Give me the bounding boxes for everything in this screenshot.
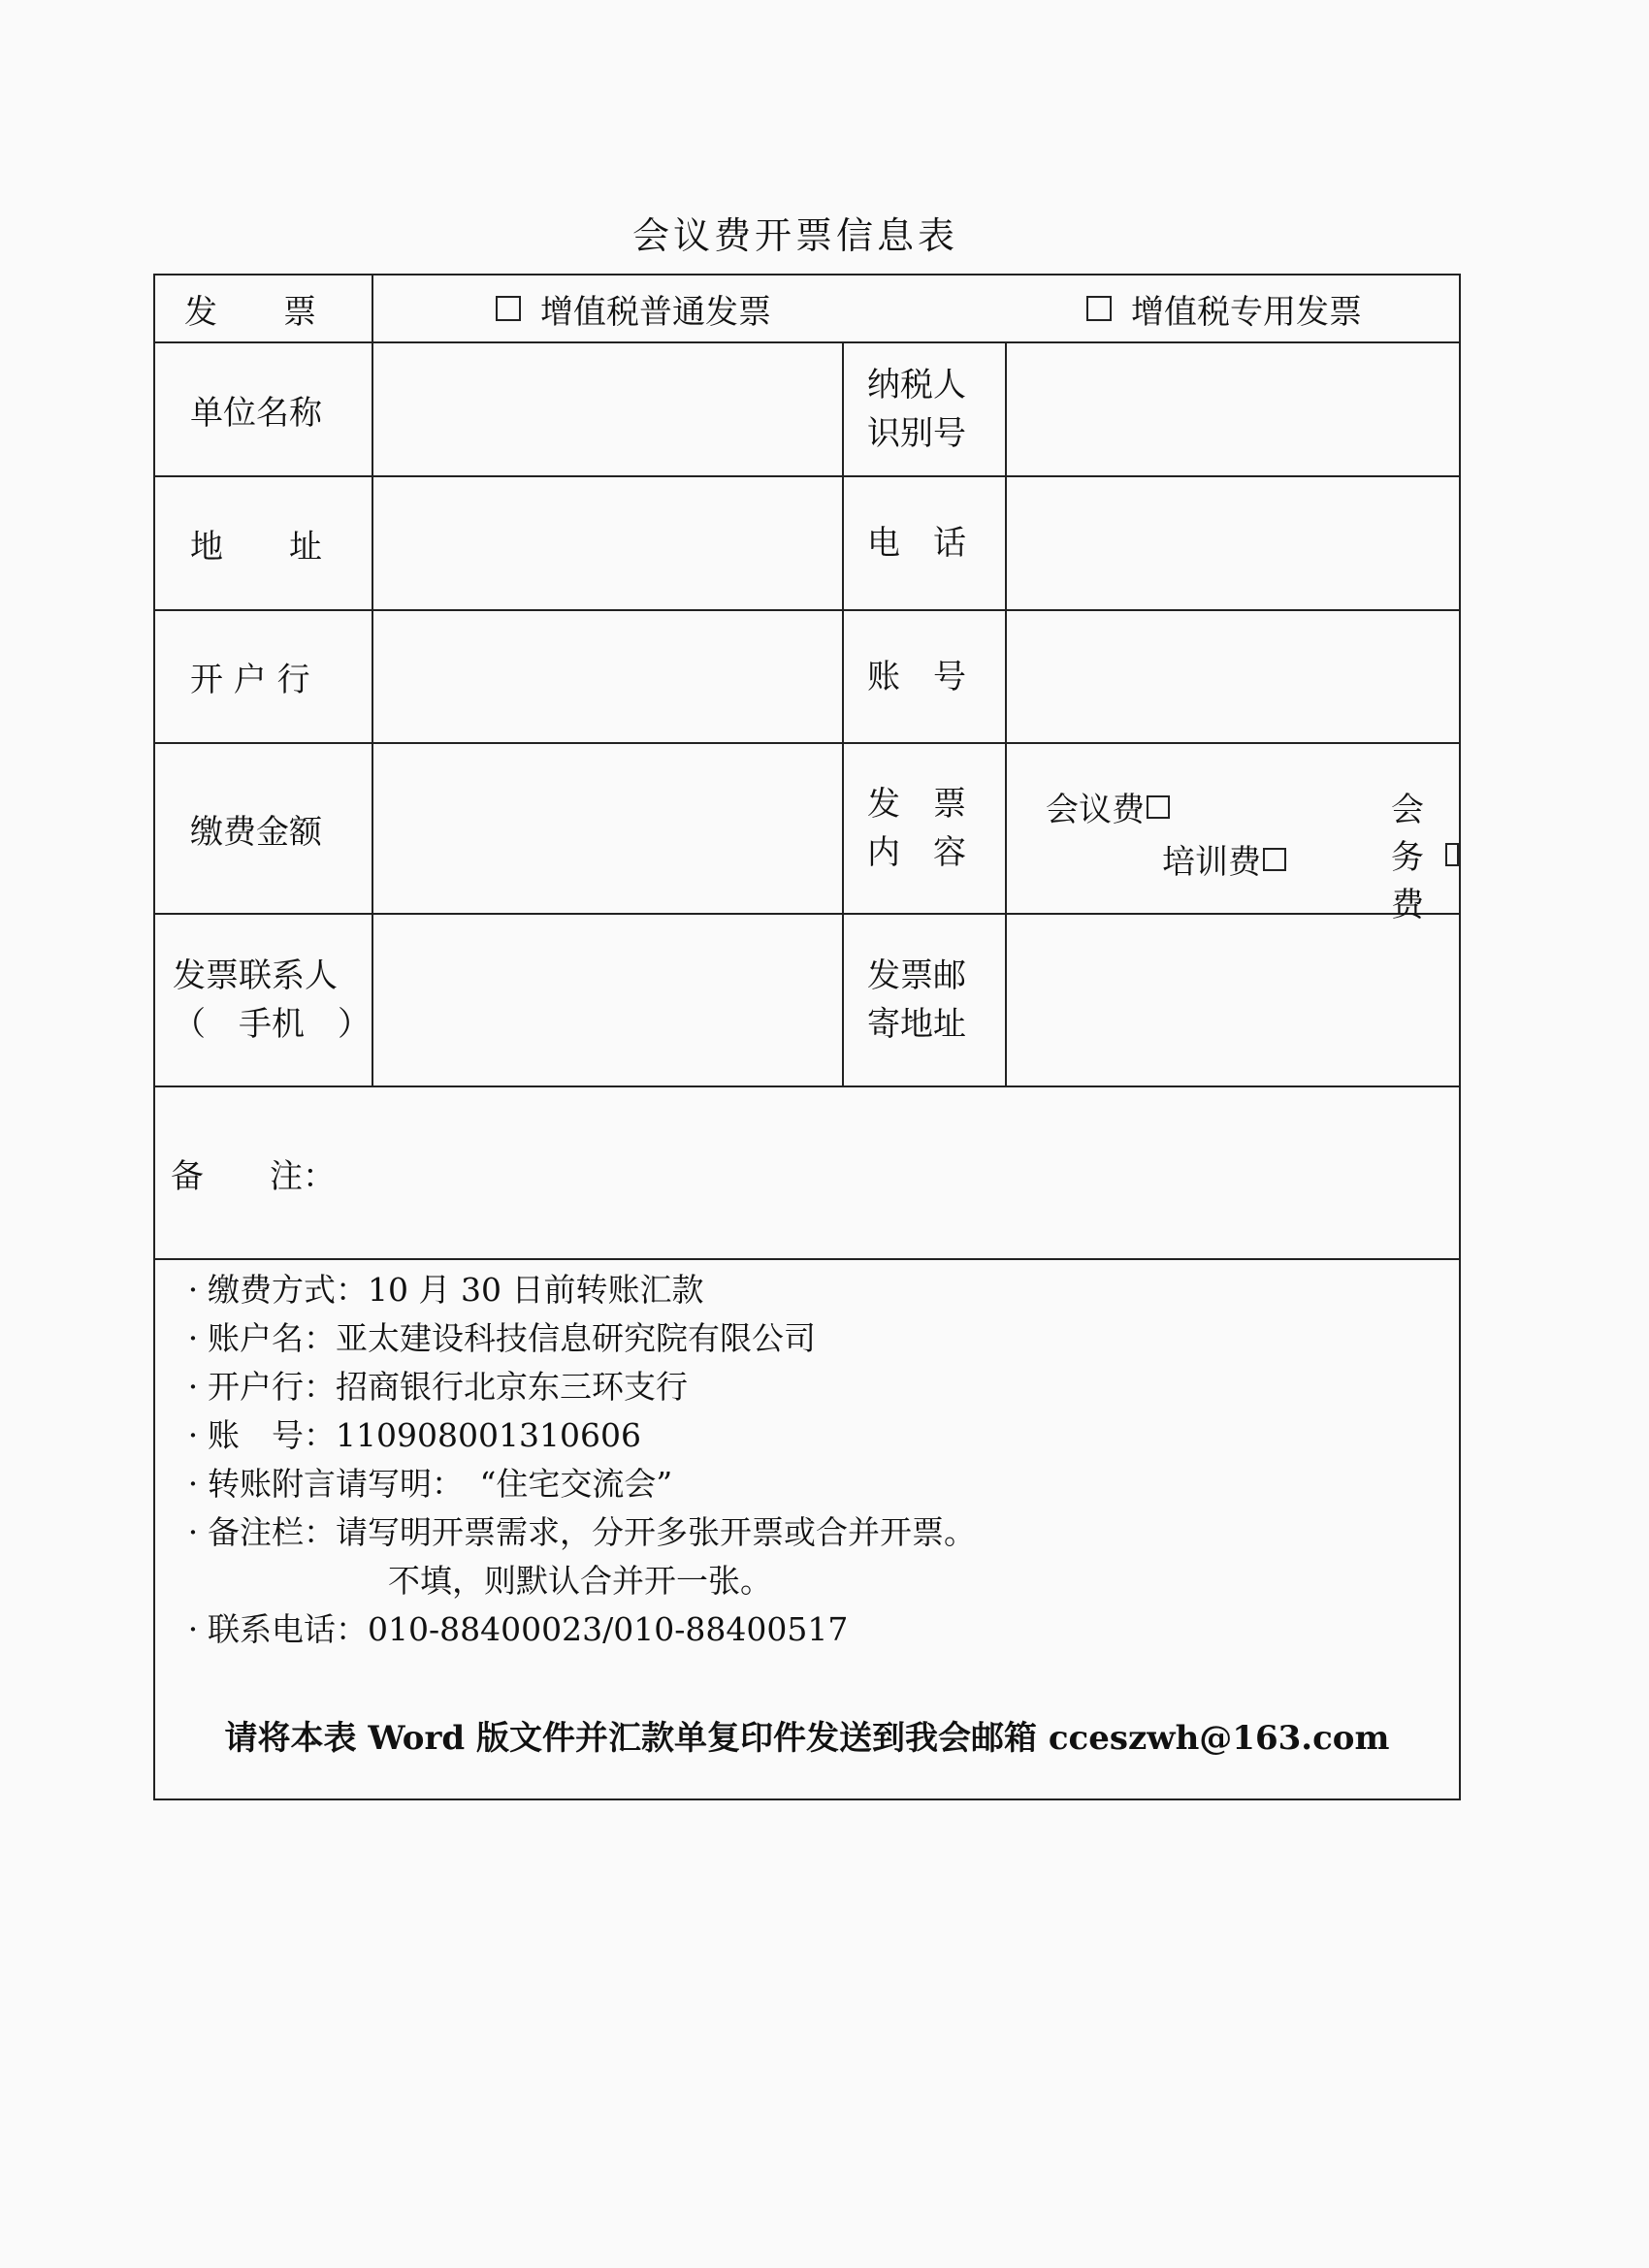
training-fee-option[interactable]: [1162, 835, 1286, 883]
contact-label-line2: （ 手机 ）: [173, 1005, 371, 1044]
taxpayer-id-label-line2: 识别号: [867, 414, 966, 453]
contact-label-line1: 发票联系人: [173, 956, 338, 995]
mail-address-field[interactable]: [1006, 914, 1460, 1086]
payment-info-lines: [178, 1266, 976, 1654]
meeting-fee-checkbox[interactable]: [1147, 795, 1170, 819]
special-invoice-option[interactable]: [1086, 285, 1362, 333]
special-invoice-checkbox[interactable]: [1086, 296, 1112, 321]
taxpayer-id-field[interactable]: [1006, 342, 1460, 476]
mail-address-label: [843, 914, 1006, 1086]
address-label: 地 址: [154, 476, 372, 610]
contact-field[interactable]: [372, 914, 843, 1086]
phone-label: 电 话: [843, 476, 1006, 610]
account-label: 账 号: [843, 610, 1006, 743]
general-invoice-option[interactable]: [496, 285, 771, 333]
taxpayer-id-label: [843, 342, 1006, 476]
training-fee-checkbox[interactable]: [1263, 848, 1286, 871]
account-name-line: · 账户名：亚太建设科技信息研究院有限公司: [187, 1319, 816, 1357]
unit-name-field[interactable]: [372, 342, 843, 476]
remark-instruction-line: · 备注栏：请写明开票需求，分开多张开票或合并开票。: [187, 1513, 976, 1551]
mail-address-label-line2: 寄地址: [867, 1005, 966, 1044]
invoice-content-label: [843, 743, 1006, 914]
amount-label: 缴费金额: [154, 743, 372, 914]
phone-field[interactable]: [1006, 476, 1460, 610]
affairs-fee-label: 会务费: [1391, 791, 1424, 924]
unit-name-label: 单位名称: [154, 342, 372, 476]
invoice-type-options: [372, 275, 1460, 342]
bank-label: 开 户 行: [154, 610, 372, 743]
amount-field[interactable]: [372, 743, 843, 914]
remark-field[interactable]: [154, 1086, 1460, 1259]
taxpayer-id-label-line1: 纳税人: [867, 366, 966, 405]
amount-row: [154, 743, 1460, 914]
transfer-note-line: · 转账附言请写明： “住宅交流会”: [187, 1465, 673, 1503]
payment-info-row: [154, 1259, 1460, 1799]
contact-phone-line: · 联系电话：010-88400023/010-88400517: [187, 1610, 849, 1648]
special-invoice-label: 增值税专用发票: [1131, 292, 1363, 332]
affairs-fee-option[interactable]: [1391, 783, 1459, 925]
invoice-type-label: 发 票: [154, 275, 372, 342]
remark-label: 备 注：: [171, 1156, 336, 1196]
unit-name-row: [154, 342, 1460, 476]
submission-instruction: 请将本表 Word 版文件并汇款单复印件发送到我会邮箱 cceszwh@163.com: [224, 1719, 1390, 1758]
meeting-fee-option[interactable]: [1046, 783, 1170, 830]
meeting-fee-label: 会议费: [1046, 791, 1145, 829]
bank-row: [154, 610, 1460, 743]
payment-method-line: · 缴费方式：10 月 30 日前转账汇款: [187, 1271, 704, 1309]
training-fee-label: 培训费: [1162, 843, 1261, 882]
remark-continuation-line: 不填，则默认合并开一张。: [388, 1562, 772, 1600]
contact-row: [154, 914, 1460, 1086]
invoice-content-label-line1: 发 票: [867, 785, 966, 824]
page-title: 会议费开票信息表: [631, 214, 958, 257]
affairs-fee-checkbox[interactable]: [1445, 843, 1460, 866]
invoice-type-row: [154, 275, 1460, 342]
contact-label: [154, 914, 372, 1086]
account-field[interactable]: [1006, 610, 1460, 743]
invoice-content-label-line2: 内 容: [867, 833, 966, 872]
general-invoice-label: 增值税普通发票: [540, 292, 771, 332]
bank-field[interactable]: [372, 610, 843, 743]
payment-info: [154, 1259, 1460, 1799]
address-field[interactable]: [372, 476, 843, 610]
invoice-content-options: [1006, 743, 1460, 924]
invoice-info-form: [153, 274, 1461, 1800]
general-invoice-checkbox[interactable]: [496, 296, 521, 321]
mail-address-label-line1: 发票邮: [867, 956, 966, 995]
bank-line: · 开户行：招商银行北京东三环支行: [187, 1368, 688, 1406]
address-row: [154, 476, 1460, 610]
account-number-line: · 账 号：110908001310606: [187, 1416, 641, 1454]
remark-row: [154, 1086, 1460, 1259]
